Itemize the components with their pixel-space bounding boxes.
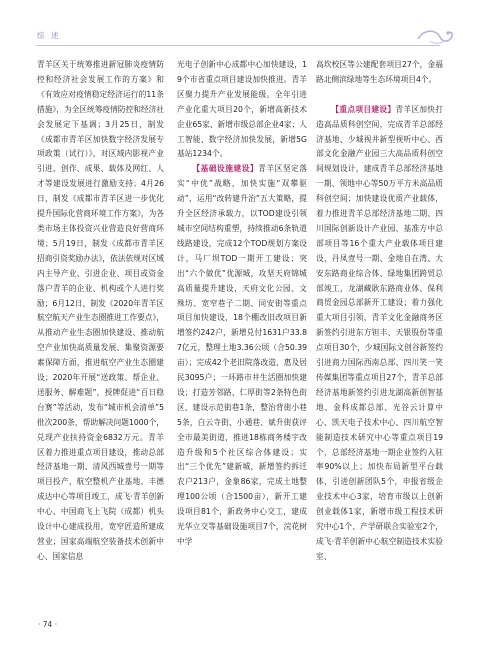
paragraph-text: 青羊区坚定落实“中优”战略，加快实施“双攀驱动”，运用“改转建升治”五大策略，提升全区经济承载力，以TOD建设引领城市空间结构重塑，持续推动6条轨道线路建设，完成12个TOD规划方案设计，马厂坝TOD一期开工建设；突出“六个做优”优源城，攻坚天府锦城高质量提升建设，天府文化公园、文殊坊、宽窄巷子二期、同安街等重点项目加快建设，18个棚改旧改项目新增签约242户，新增兑付1631户33.87亿元，整理土地3.36公顷（合50.39亩）；完成42个老旧院落改造，惠及居民3095户；一环路市井生活圈加快建设；打造芳邻路、仁厚街等2条特色街区，建设示范街巷1条，整治背街小巷5条，白云寺街、小通巷、斌升街获评全市最美街道，推进18栋商务楼宇改造升级和5个社区综合体建设；实出“三个优先”建新城，新增签约拆迁农户213户，金象86家，完成土地整理100公顷（合1500亩），新开工建设项目81个，新政务中心交工，建成光华立交等基础设施项目7个，浣花树中学 bbox=[177, 164, 307, 546]
paragraph: 青羊区关于统筹推进新冠肺炎疫情防控和经济社会发展工作的方案》和《有效应对疫情稳定经济运行的11条措施》，为全区统筹疫情防控和经济社会发展定下基调；3月25日，制发《成都市青羊区加快数字经济发展专项政策（试行）》，对区域内影视产业引进、创作、成果、载体及网红、人才等建设发展进行激励支持；4月26日，制发《成都市青羊区进一步优化提升国际化营商环境工作方案》，为各类市场主体投资兴业营造良好营商环境；5月19日，制发《成都市青羊区招商引资奖励办法》，依法依规对区域内主导产业、引进企业、项目或资金落户青羊的企业、机构或个人进行奖励；6月12日，制发《2020年青羊区航空航天产业生态圈推进工作要点》，从推动产业生态圈加快建设、推动航空产业加快高质量发展、集聚资源要素保障方面，推进航空产业生态圈建设；2020年开展“送政策、帮企业、送服务、解难题”，授牌促进“百日稳台赛”等活动，发布“城市机会清单”5批次200条，帮助解决问题1000个，兑现产业扶持资金6832万元。青羊区着力推进重点项目建设，推动总部经济基地一期、清风西城壹号一期等项目投产，航空整机产业基地、丰德成达中心等项目竣工，成飞·青羊创新中心、中国商飞上飞院（成都）机头设计中心建成投用，宽窄匠造所建成营业；国家高端航空装备技术创新中心、国家信息 bbox=[37, 60, 164, 561]
paragraph: 高坎校区等公建配套项目27个，金福路北侧滨绿地等生态环境项目4个。 bbox=[316, 60, 443, 84]
column-2 bbox=[177, 58, 307, 618]
page-header bbox=[0, 0, 480, 48]
paragraph-key-projects bbox=[316, 103, 443, 565]
paragraph-infrastructure bbox=[177, 162, 307, 550]
paragraph: 光电子创新中心成都中心加快建设，19个市省重点项目建设加快推进。青羊区聚力提升产业发展能级。全年引进产业化重大项目20个，新增高新技术企业65家、新增市级总部企业4家；人工智能、数字经济加快发展，新增5G基站1234个。 bbox=[177, 60, 307, 159]
header-swirl-ornament-icon bbox=[414, 27, 458, 47]
section-tag: 【基础设施建设】 bbox=[192, 164, 259, 174]
column-1 bbox=[37, 58, 164, 618]
paragraph-text: 青羊区加快打造高品质科创空间，完成青羊总部经济基地、少城视井新型视听中心、西部文化金融产业园三大高品质科创空间规划设计，建成青羊总部经济基地一期、领地中心等50万平方米高品质科创空间；加快建设优质产业载体，着力推进青羊总部经济基地二期、四川国际创新设计产业园、基准方中总部项目等16个重大产业载体项目建设，丹凤壹号一期、金地自在湾、大安东路商业综合体、绿地集团跨贸总部竣工，龙湖藏耿东路商业体、保利商贸金园总部新开工建设；着力强化重大项目引领，青羊文化金融商务区新签约引进东方钽丰、天银股份等重点项目30个，少城国际文创谷新签约引进商力国际西南总部、四川笑一笑传媒集团等重点项目27个，青羊总部经济基地新签约引进龙湖高新创智基地、金科成都总部、光谷云计算中心、凯天电子技术中心、四川航空智能制造技术研究中心等重点项目19个，总部经济基地一期企业签约入驻率90%以上；加快布局新型平台载体，引进创新团队5个，申报省级企业技术中心3家，培育市级以上创新创业载体1家，新增市级工程技术研究中心1个、产学研联合实验室2个，成飞·青羊创新中心航空制造技术实验室、 bbox=[316, 104, 443, 561]
page-number: · 74 · bbox=[38, 620, 58, 629]
header-rule bbox=[36, 45, 440, 46]
section-tag: 【重点项目建设】 bbox=[331, 104, 396, 114]
column-3 bbox=[316, 58, 443, 618]
section-label: 综 述 bbox=[37, 31, 61, 40]
